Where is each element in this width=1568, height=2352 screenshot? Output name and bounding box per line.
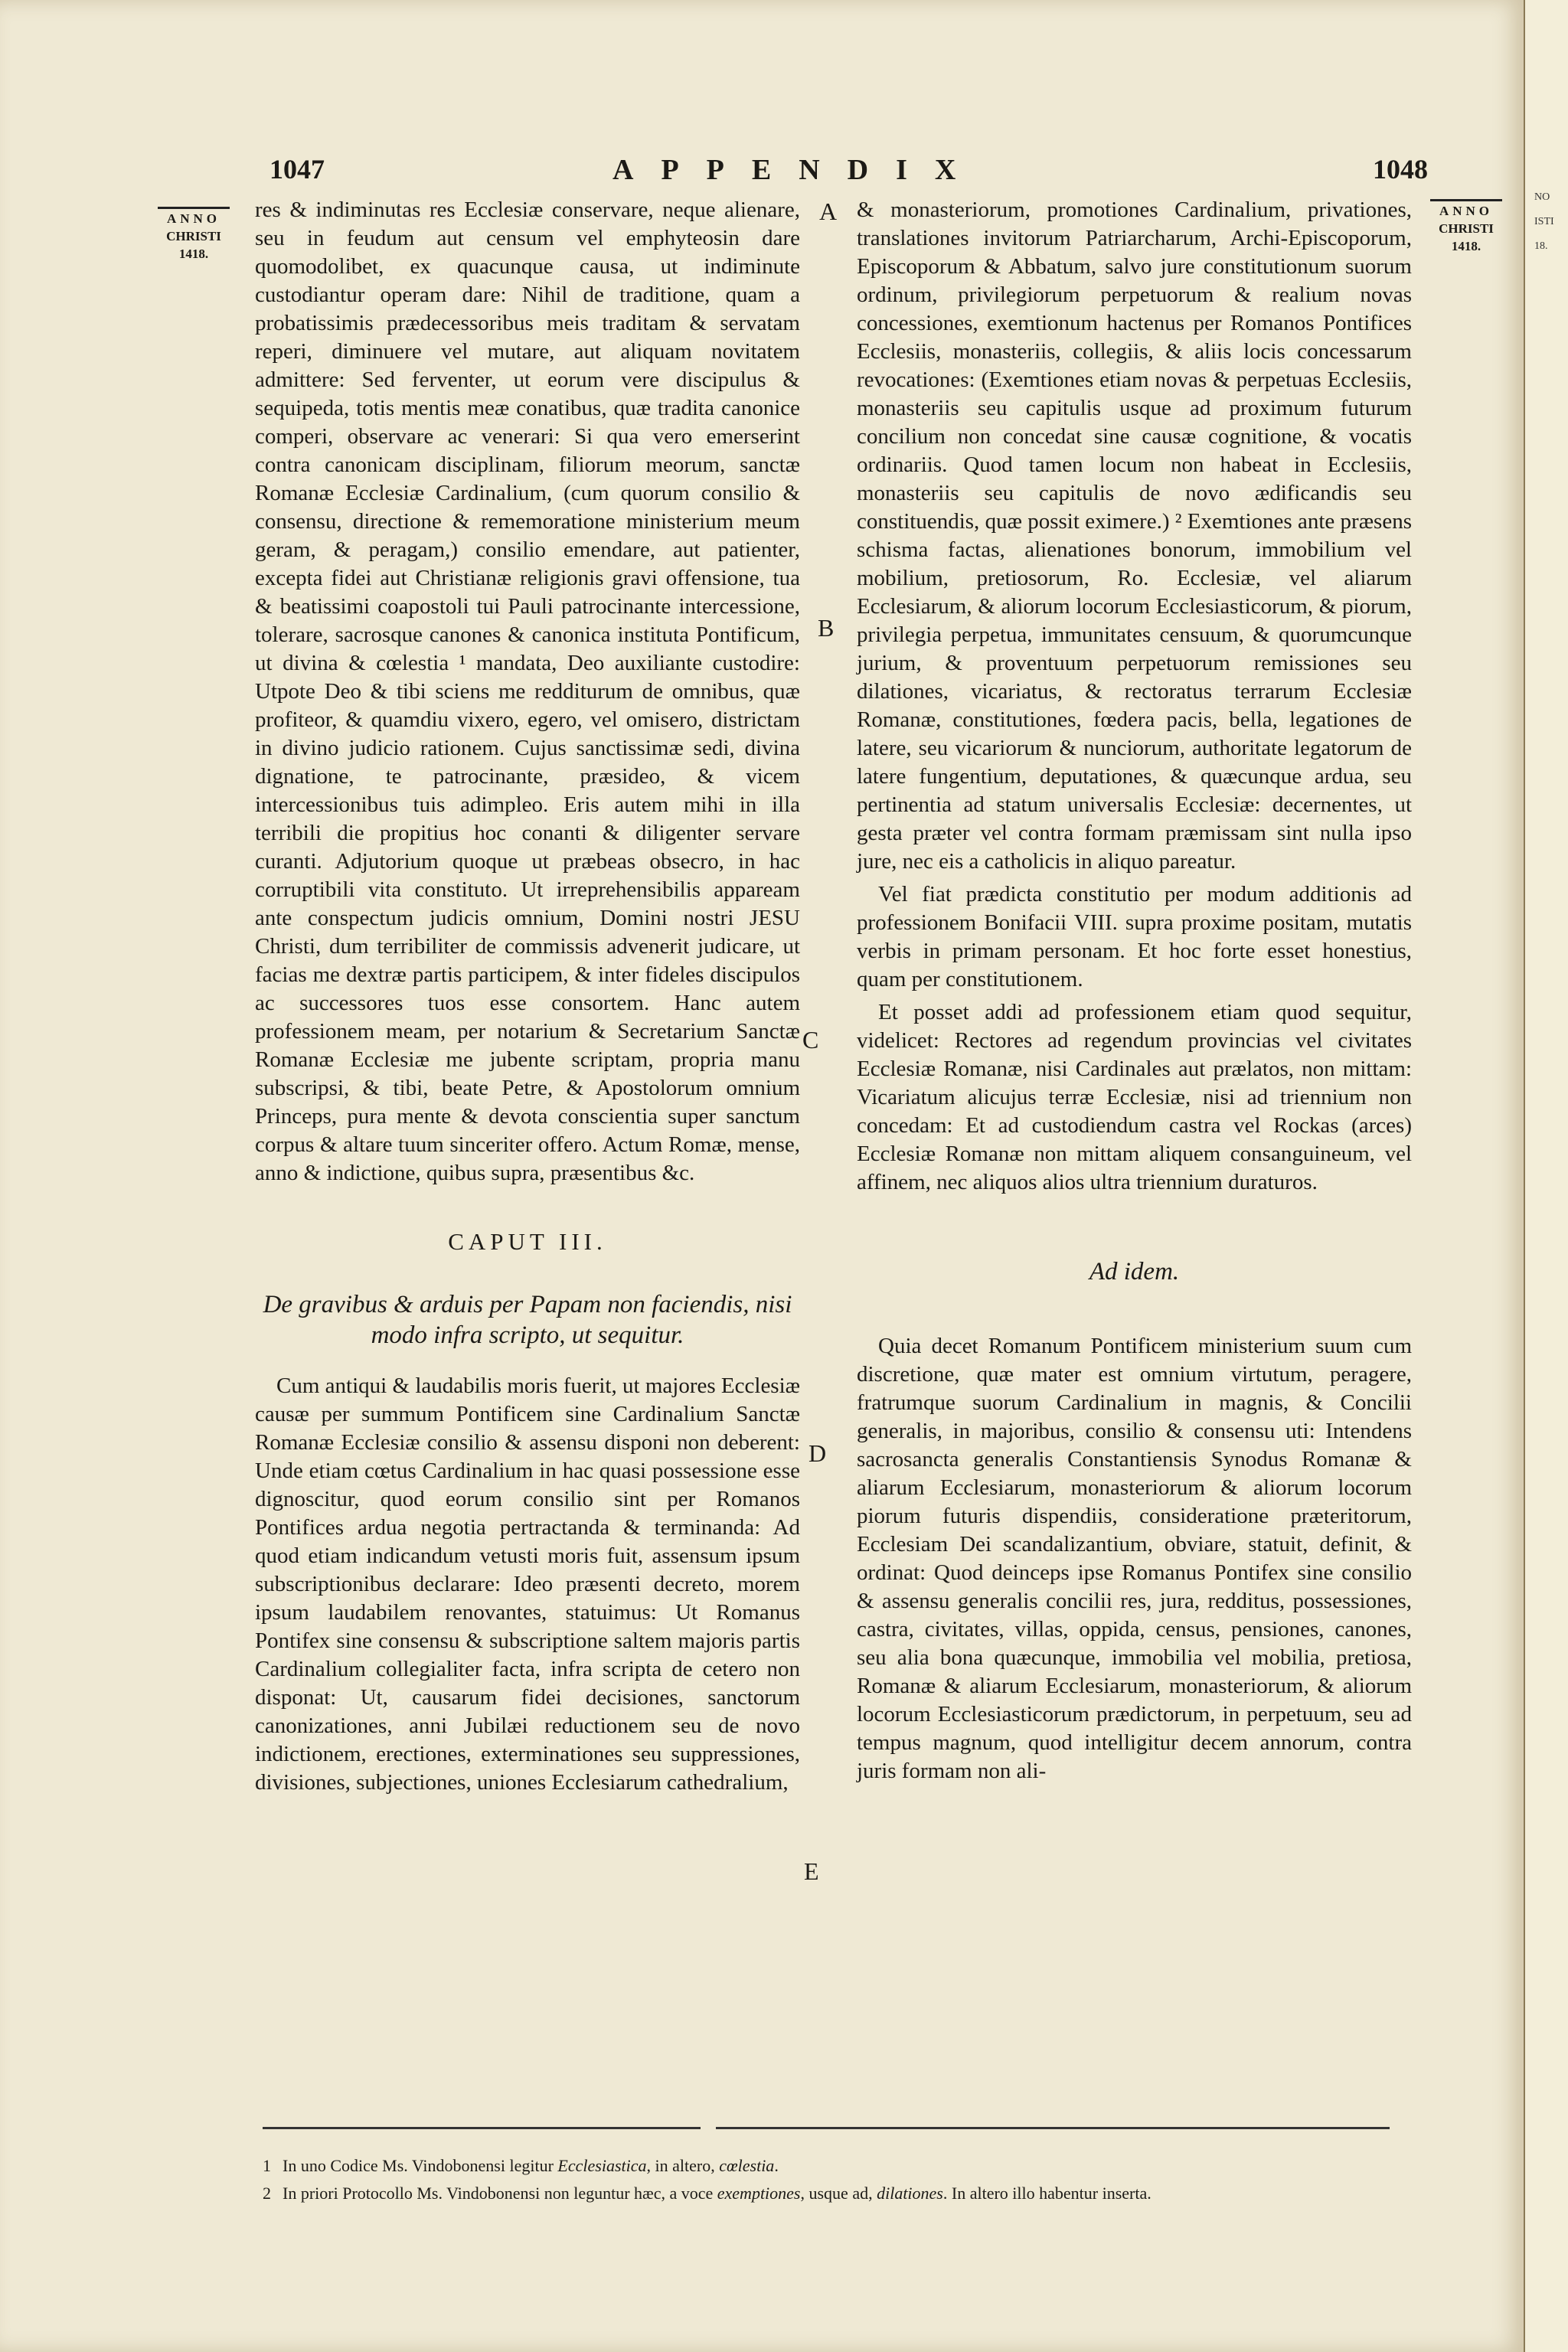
christi-label: CHRISTI — [1439, 220, 1494, 236]
chapter-rubric: De gravibus & arduis per Papam non faciendis, nisi modo infra scripto, ut sequitur. — [263, 1291, 792, 1349]
footnote-text: . — [774, 2156, 779, 2175]
right-column — [857, 196, 1412, 1785]
footnote-italic: dilationes — [877, 2184, 943, 2203]
next-page-edge — [1524, 0, 1568, 2352]
running-title: APPENDIX — [612, 154, 984, 186]
footnote-text: , usque ad, — [800, 2184, 877, 2203]
footnote-rule-left — [263, 2127, 701, 2129]
footnote-rule-right — [716, 2127, 1390, 2129]
page-number-right: 1048 — [1373, 154, 1428, 185]
footnote-text: . In altero illo habentur inserta. — [942, 2184, 1152, 2203]
anno-label: ANNO — [1439, 204, 1494, 218]
footnote-text: , in altero, — [646, 2156, 720, 2175]
right-paragraph-4: Quia decet Romanum Pontificem ministerium suum cum discretione, quæ mater est omnium virtutum, peragere, fratrumque suorum Cardinalium in magnis, & Concilii generalis, in majoribus, consilio & consensu uti: Intendens sacrosancta generalis Constantiensis Synodus Romanæ & aliarum Ecclesiarum, monasteriorum & aliorum locorum piorum futuris dispendiis, consideratione præteritorum, Ecclesiam Dei scandalizantium, obviare, statuit, definit, & ordinat: Quod deinceps ipse Romanus Pontifex sine consilio & assensu generalis concilii res, jura, redditus, possessiones, castra, civitates, villas, oppida, census, pensiones, canones, seu alia bona quæcunque, immobilia vel mobilia, pretiosa, Romanæ & aliarum Ecclesiarum, monasteriorum, & aliorum locorum Ecclesiasticorum prædictorum, in perpetuum, seu ad tempus magnum, quod intelligitur decem annorum, contra juris formam non ali- — [857, 1334, 1412, 1783]
footnote-italic: cœlestia — [719, 2156, 775, 2175]
chapter-heading: CAPUT III. — [448, 1228, 607, 1255]
footnote-1 — [263, 2156, 1388, 2176]
footnote-text: In uno Codice Ms. Vindobonensi legitur — [283, 2156, 558, 2175]
christi-label: CHRISTI — [166, 228, 221, 243]
next-page-fragment: 18. — [1534, 240, 1548, 252]
footnote-text: In priori Protocollo Ms. Vindobonensi non leguntur hæc, a voce — [283, 2184, 717, 2203]
section-mark-e: E — [804, 1857, 819, 1885]
anno-christi-left — [152, 207, 236, 263]
footnote-number: 1 — [263, 2156, 271, 2175]
footnote-2 — [263, 2184, 1388, 2203]
ad-idem-heading: Ad idem. — [1089, 1258, 1180, 1285]
left-paragraph-1: res & indiminutas res Ecclesiæ conservare, neque alienare, seu in feudum aut censum vel emphyteosin dare quomodolibet, ex quacunque causa, ut indiminute custodiantur operam dare: Nihil de traditione, quam a probatissimis prædecessoribus meis traditam & servatam reperi, diminuere vel mutare, aut aliquam novitatem admittere: Sed ferventer, ut eorum vere discipulus & sequipeda, totis mentis meæ conatibus, quæ tradita canonice comperi, observare ac venerari: Si qua vero emerserint contra canonicam disciplinam, filiorum meorum, sanctæ Romanæ Ecclesiæ Cardinalium, (cum quorum consilio & consensu, directione & rememoratione ministerium meum geram, & peragam,) consilio emendare, aut patienter, excepta fidei aut Christianæ religionis gravi offensione, tua & beatissimi coapostoli tui Pauli patrocinante intercessione, tolerare, sacrosque canones & canonica instituta Pontificum, ut divina & cœlestia ¹ mandata, Deo auxiliante custodire: Utpote Deo & tibi sciens me redditurum de omnibus, quæ profiteor, & quamdiu vixero, egero, vel omisero, districtam in divino judicio rationem. Cujus sanctissimæ sedi, divina dignatione, te patrocinante, præsideo, & vicem intercessionibus tuis adimpleo. Eris autem mihi in illa terribili die propitius hoc conanti & diligenter servare curanti. Adjutorium quoque ut præbeas obsecro, in hac corruptibili vita constituto. Ut irreprehensibilis appaream ante conspectum judicis omnium, Domini nostri JESU Christi, dum terribiliter de commissis advenerit judicare, ut facias me dextræ partis participem, & inter fideles discipulos ac successores tuos esse consortem. Hanc autem professionem meam, per notarium & Secretarium Sanctæ Romanæ Ecclesiæ me jubente scriptam, propria manu subscripsi, & tibi, beate Petre, & Apostolorum omnium Princeps, pura mente & devota conscientia super sanctum corpus & altare tuum sinceriter offero. Actum Romæ, mense, anno & indictione, quibus supra, præsentibus &c. — [255, 198, 800, 1185]
footnote-number: 2 — [263, 2184, 271, 2203]
footnote-italic: exemptiones — [717, 2184, 801, 2203]
left-column — [255, 196, 800, 1797]
left-paragraph-2: Cum antiqui & laudabilis moris fuerit, ut majores Ecclesiæ causæ per summum Pontificem sine Cardinalium Sanctæ Romanæ Ecclesiæ consilio & assensu disponi non deberent: Unde etiam cœtus Cardinalium in hac quasi possessione esse dignoscitur, quod eorum consilio sint per Romanos Pontifices ardua negotia pertractanda & terminanda: Ad quod etiam indicandum vetusti moris fuit, assensum ipsum subscriptionibus declarare: Ideo præsenti decreto, morem ipsum laudabilem renovantes, statuimus: Ut Romanus Pontifex sine consensu & subscriptione saltem majoris partis Cardinalium collegialiter facta, infra scripta de cetero non disponat: Ut, causarum fidei decisiones, sanctorum canonizationes, anni Jubilæi reductionem seu de novo indictionem, erectiones, exterminationes seu suppressiones, divisiones, subjectiones, uniones Ecclesiarum cathedralium, — [255, 1374, 800, 1795]
anno-year: 1418. — [178, 246, 209, 261]
next-page-fragment: ISTI — [1534, 216, 1554, 227]
right-paragraph-3: Et posset addi ad professionem etiam quod sequitur, videlicet: Rectores ad regendum provincias vel civitates Ecclesiæ Romanæ, nisi Cardinales aut prælatos, non mittam: Vicariatum alicujus terræ Ecclesiæ, nisi ad triennium non concedam: Et ad custodiendum castra vel Rockas (arces) Ecclesiæ Romanæ non mittam aliquem consanguineum, vel affinem, nec aliquos alios ultra triennium duraturos. — [857, 1000, 1412, 1194]
anno-year: 1418. — [1451, 238, 1481, 253]
anno-christi-right — [1424, 199, 1508, 256]
section-mark-c: C — [802, 1026, 819, 1054]
section-mark-d: D — [808, 1439, 827, 1467]
page-number-left: 1047 — [270, 154, 325, 185]
anno-label: ANNO — [166, 211, 221, 226]
section-mark-a: A — [819, 198, 838, 225]
next-page-fragment: NO — [1534, 191, 1550, 203]
footnote-italic: Ecclesiastica — [557, 2156, 647, 2175]
right-paragraph-1: & monasteriorum, promotiones Cardinalium, privationes, translationes invitorum Patriarcharum, Archi-Episcoporum, Episcoporum & Abbatum, salvo jure constitutionum suorum ordinum, privilegiorum perpetuorum & realium novas concessiones, exemtionum hactenus per Romanos Pontifices Ecclesiis, monasteriis, collegiis, & aliis locis concessarum revocationes: (Exemtiones etiam novas & perpetuas Ecclesiis, monasteriis seu capitulis usque ad proximum futurum concilium non concedat sine causæ cognitione, & vocatis ordinariis. Quod tamen locum non habeat in Ecclesiis, monasteriis seu capitulis de novo ædificandis seu constituendis, quæ possit eximere.) ² Exemtiones ante præsens schisma factas, alienationes bonorum, immobilium vel mobilium, pretiosorum, Ro. Ecclesiæ, vel aliarum Ecclesiarum, & aliorum locorum Ecclesiasticorum, & piorum, privilegia perpetua, immunitates censuum, & quorumcunque jurium, & proventuum perpetuorum remissiones seu dilationes, vicariatus, & rectoratus terrarum Ecclesiæ Romanæ, constitutiones, fœdera pacis, bella, legationes de latere, seu vicariorum & nunciorum, authoritate legatorum de latere fungentium, deputationes, & quæcunque ardua, seu pertinentia ad statum universalis Ecclesiæ: decernentes, ut gesta præter vel contra formam præmissam sint nulla ipso jure, nec eis a catholicis in aliquo pareatur. — [857, 198, 1412, 874]
section-mark-b: B — [818, 614, 835, 642]
right-paragraph-2: Vel fiat prædicta constitutio per modum additionis ad professionem Bonifacii VIII. supra proxime positam, mutatis verbis in primam personam. Et hoc forte esset honestius, quam per constitutionem. — [857, 882, 1412, 991]
